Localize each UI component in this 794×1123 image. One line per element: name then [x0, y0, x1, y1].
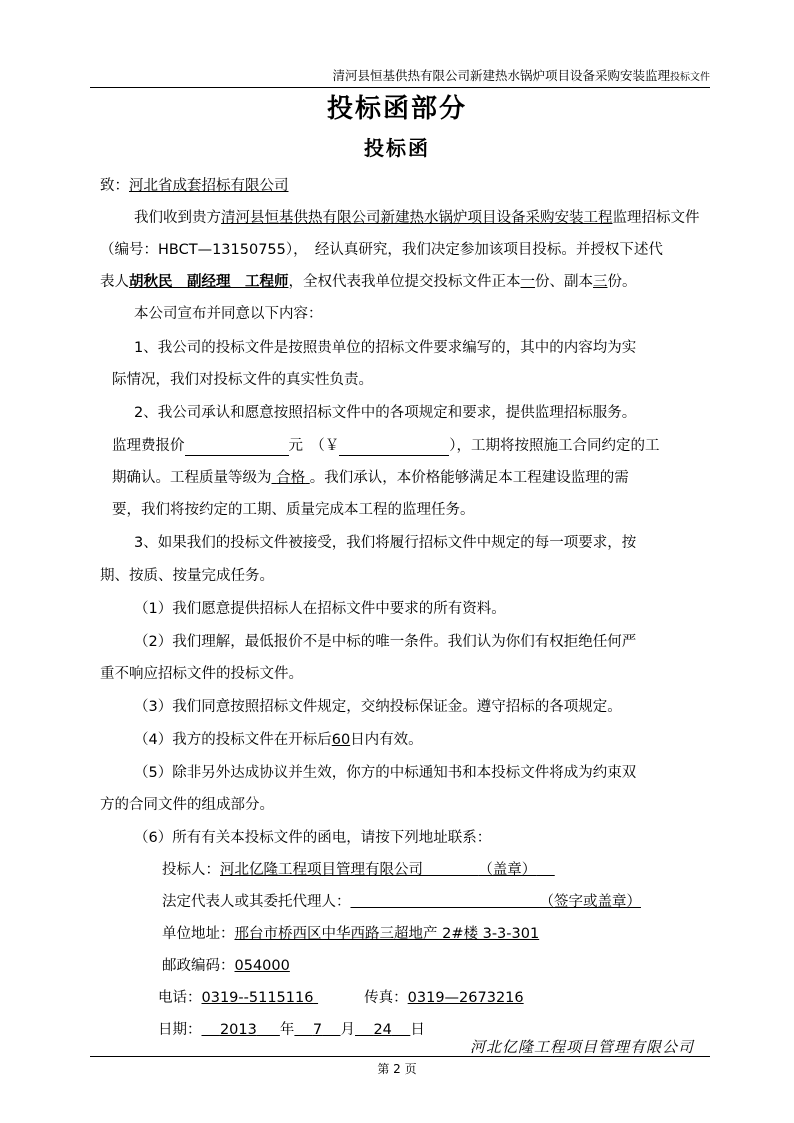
postcode-value: 054000 [234, 958, 290, 974]
address-label: 单位地址： [162, 926, 235, 942]
item2-text-b: 。我们承认，本价格能够满足本工程建设监理的需 [309, 470, 629, 486]
item2-line1: 2、我公司承认和愿意按照招标文件中的各项规定和要求，提供监理招标服务。 [134, 405, 637, 421]
item2-line3 [112, 468, 629, 488]
fax-label: 传真： [364, 990, 408, 1006]
project-name: 清河县恒基供热有限公司新建热水锅炉项目设备采购安装工程 [221, 210, 613, 226]
header-main: 清河县恒基供热有限公司新建热水锅炉项目设备采购安装监理 [332, 68, 670, 83]
legal-sign: （签字或盖章） [539, 894, 641, 910]
day-value: 24 [373, 1022, 392, 1038]
para1-text-f: 份、副本 [535, 274, 593, 290]
copy-count: 三 [593, 274, 608, 290]
item2-after: ），工期将按照施工合同约定的工 [449, 438, 660, 454]
postcode-label: 邮政编码： [162, 958, 235, 974]
address-line [162, 924, 539, 944]
valid-days: 60 [331, 732, 351, 748]
address-value: 邢台市桥西区中华西路三超地产 2#楼 3-3-301 [234, 926, 540, 942]
sub6: （6）所有有关本投标文件的函电，请按下列地址联系： [134, 830, 492, 846]
sub3: （3）我们同意按照招标文件规定，交纳投标保证金。遵守招标的各项规定。 [134, 699, 622, 715]
bidder-name: 河北亿隆工程项目管理有限公司 [220, 862, 423, 878]
item1-line2: 际情况，我们对投标文件的真实性负责。 [112, 372, 373, 388]
bidder-label: 投标人： [162, 862, 220, 878]
item3-line1: 3、如果我们的投标文件被接受，我们将履行招标文件中规定的每一项要求，按 [134, 535, 637, 551]
year-field [202, 1022, 280, 1038]
phone-label: 电话： [158, 990, 202, 1006]
sub2-line1: （2）我们理解，最低报价不是中标的唯一条件。我们认为你们有权拒绝任何严 [134, 634, 637, 650]
phone-value: 0319--5115116 [201, 990, 314, 1006]
page-number: 第 2 页 [377, 1062, 417, 1076]
fee-blank [185, 439, 289, 456]
fee-label: 监理费报价 [112, 438, 185, 454]
sub1: （1）我们愿意提供招标人在招标文件中要求的所有资料。 [134, 601, 506, 617]
to-label: 致： [100, 178, 129, 194]
bidder-name-field [220, 862, 555, 878]
sub4 [134, 730, 423, 750]
month-field [294, 1022, 340, 1038]
phone-line [158, 988, 524, 1008]
para1-line1 [134, 208, 700, 228]
bidder-seal: （盖章） [478, 862, 537, 878]
page-title: 投标函部分 [326, 94, 467, 124]
para1-text-d: 表人 [100, 274, 129, 290]
amount-blank [339, 439, 449, 456]
para1-text-b: 监理招标文件 [612, 210, 700, 226]
sub2-line2: 重不响应招标文件的投标文件。 [100, 666, 303, 682]
quality-value: 合格 [276, 470, 306, 486]
month-value: 7 [312, 1022, 323, 1038]
footer-divider [90, 1056, 710, 1057]
representative: 胡秋民 副经理 工程师 [129, 274, 289, 290]
page-subtitle: 投标函 [364, 136, 430, 160]
addressee-org: 河北省成套招标有限公司 [129, 178, 289, 194]
para1-text-g: 份。 [607, 274, 637, 290]
day-field [355, 1022, 410, 1038]
postcode-line [162, 956, 290, 976]
para2: 本公司宣布并同意以下内容： [134, 306, 323, 322]
para1-text-a: 我们收到贵方 [134, 210, 221, 226]
date-label: 日期： [158, 1022, 202, 1038]
header-tail: 投标文件 [670, 72, 710, 83]
page-header [90, 66, 710, 88]
legal-sign-field [351, 894, 641, 910]
year-unit: 年 [279, 1022, 295, 1038]
item2-text-a: 期确认。工程质量等级为 [112, 470, 272, 486]
footer-company: 河北亿隆工程项目管理有限公司 [469, 1038, 694, 1056]
sub4-text-b: 日内有效。 [350, 732, 423, 748]
item2-line4: 要，我们将按约定的工期、质量完成本工程的监理任务。 [112, 502, 475, 518]
date-line [158, 1020, 425, 1040]
sub5-line1: （5）除非另外达成协议并生效，你方的中标通知书和本投标文件将成为约束双 [134, 765, 637, 781]
sub5-line2: 方的合同文件的组成部分。 [100, 797, 274, 813]
year-value: 2013 [219, 1022, 257, 1038]
para1-text-e: ，全权代表我单位提交投标文件正本 [288, 274, 521, 290]
original-count: 一 [520, 274, 535, 290]
para1-line2: （编号：HBCT—13150755）， 经认真研究，我们决定参加该项目投标。并授权下述代 [100, 242, 663, 258]
item2-line2 [112, 436, 660, 456]
fax-value: 0319—2673216 [407, 990, 524, 1006]
para1-line3 [100, 272, 637, 292]
month-unit: 月 [340, 1022, 355, 1038]
phone-field [202, 990, 319, 1006]
legal-rep-line [162, 892, 641, 912]
bidder-line [162, 860, 555, 880]
item1-line1: 1、我公司的投标文件是按照贵单位的招标文件要求编写的，其中的内容均为实 [134, 340, 637, 356]
day-unit: 日 [410, 1022, 425, 1038]
legal-label: 法定代表人或其委托代理人： [162, 894, 351, 910]
yuan-text: 元 （￥ [288, 438, 340, 454]
sub4-text-a: （4）我方的投标文件在开标后 [134, 732, 332, 748]
addressee-line [100, 176, 289, 196]
item3-line2: 期、按质、按量完成任务。 [100, 568, 274, 584]
quality-grade [272, 470, 310, 486]
